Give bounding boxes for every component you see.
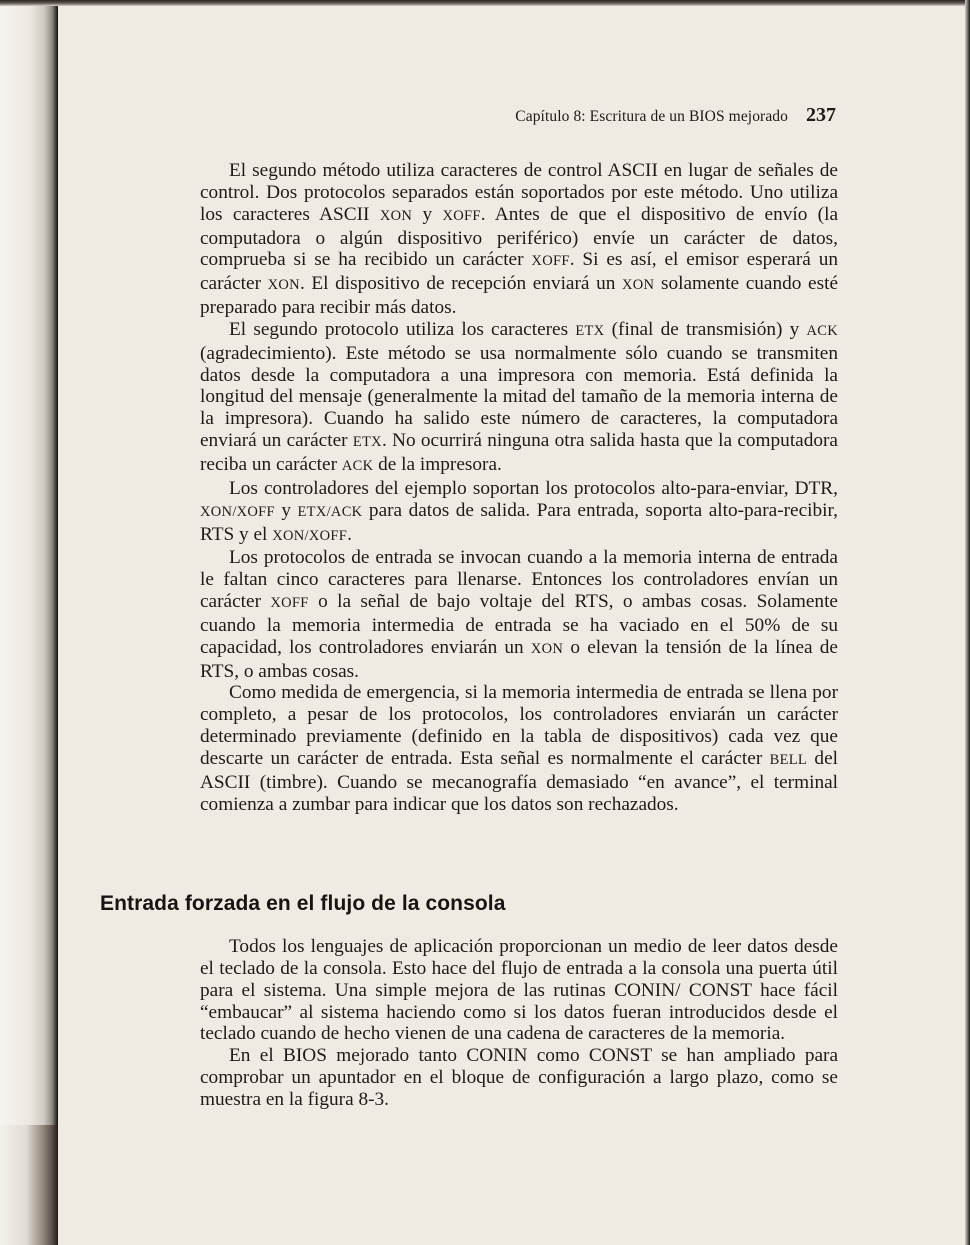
page-binding-shadow: [0, 0, 58, 1245]
page-binding-corner: [0, 1125, 58, 1245]
page-number: 237: [806, 104, 836, 126]
paragraph-ascii-methods: El segundo método utiliza caracteres de control ASCII en lugar de señales de control. Dos protocolos separados están soportados por este método. Uno utiliza los caracteres ASCII XON y XOFF. Antes de que el dispositivo de envío (la computadora o algún dispositivo periférico) envíe un carácter de datos, comprueba si se ha recibido un carácter XOFF. Si es así, el emisor esperará un carácter XON. El dispositivo de recepción enviará un XON solamente cuando esté preparado para recibir más datos.: [200, 160, 839, 319]
paragraph-input-protocols: Los protocolos de entrada se invocan cuando a la memoria interna de entrada le faltan cinco caracteres para llenarse. Entonces los controladores envían un carácter XOFF o la señal de bajo voltaje del RTS, o ambas cosas. Solamente cuando la memoria intermedia de entrada se ha vaciado en el 50% de su capacidad, los controladores enviarán un XON o elevan la tensión de la línea de RTS, o ambas cosas.: [200, 547, 838, 682]
second-section-body: [200, 936, 838, 1111]
running-header: [480, 104, 836, 132]
paragraph-console-input: Todos los lenguajes de aplicación proporcionan un medio de leer datos desde el teclado de la consola. Esto hace del flujo de entrada a la consola una puerta útil para el sistema. Una simple mejora de las rutinas CONIN/ CONST hace fácil “embaucar” al sistema haciendo como si los datos fueran introducidos desde el teclado cuando de hecho vienen de una cadena de caracteres de la memoria.: [200, 936, 838, 1045]
page-right-edge: [965, 0, 970, 1245]
paragraph-conin-const: En el BIOS mejorado tanto CONIN como CONST se han ampliado para comprobar un apuntador en el bloque de configuración a largo plazo, como se muestra en la figura 8-3.: [200, 1045, 838, 1110]
running-title: Capítulo 8: Escritura de un BIOS mejorado: [515, 108, 788, 125]
first-section-body: [200, 160, 838, 815]
section-heading: Entrada forzada en el flujo de la consola: [100, 892, 506, 915]
paragraph-supported-protocols: Los controladores del ejemplo soportan los protocolos alto-para-enviar, DTR, XON/XOFF y ETX/ACK para datos de salida. Para entrada, soporta alto-para-recibir, RTS y el XON/XOFF.: [200, 477, 838, 545]
page-top-edge: [0, 0, 970, 6]
paragraph-emergency-measure: Como medida de emergencia, si la memoria intermedia de entrada se llena por completo, a pesar de los protocolos, los controladores enviarán un carácter determinado previamente (definido en la tabla de dispositivos) cada vez que descarte un carácter de entrada. Esta señal es normalmente el carácter BELL del ASCII (timbre). Cuando se mecanografía demasiado “en avance”, el terminal comienza a zumbar para indicar que los datos son rechazados.: [200, 682, 838, 815]
paragraph-etx-ack: El segundo protocolo utiliza los caracteres ETX (final de transmisión) y ACK (agradecimiento). Este método se usa normalmente sólo cuando se transmiten datos desde la computadora a una impresora con memoria. Está definida la longitud del mensaje (generalmente la mitad del tamaño de la memoria interna de la impresora). Cuando ha salido este número de caracteres, la computadora enviará un carácter ETX. No ocurrirá ninguna otra salida hasta que la computadora reciba un carácter ACK de la impresora.: [200, 318, 839, 475]
